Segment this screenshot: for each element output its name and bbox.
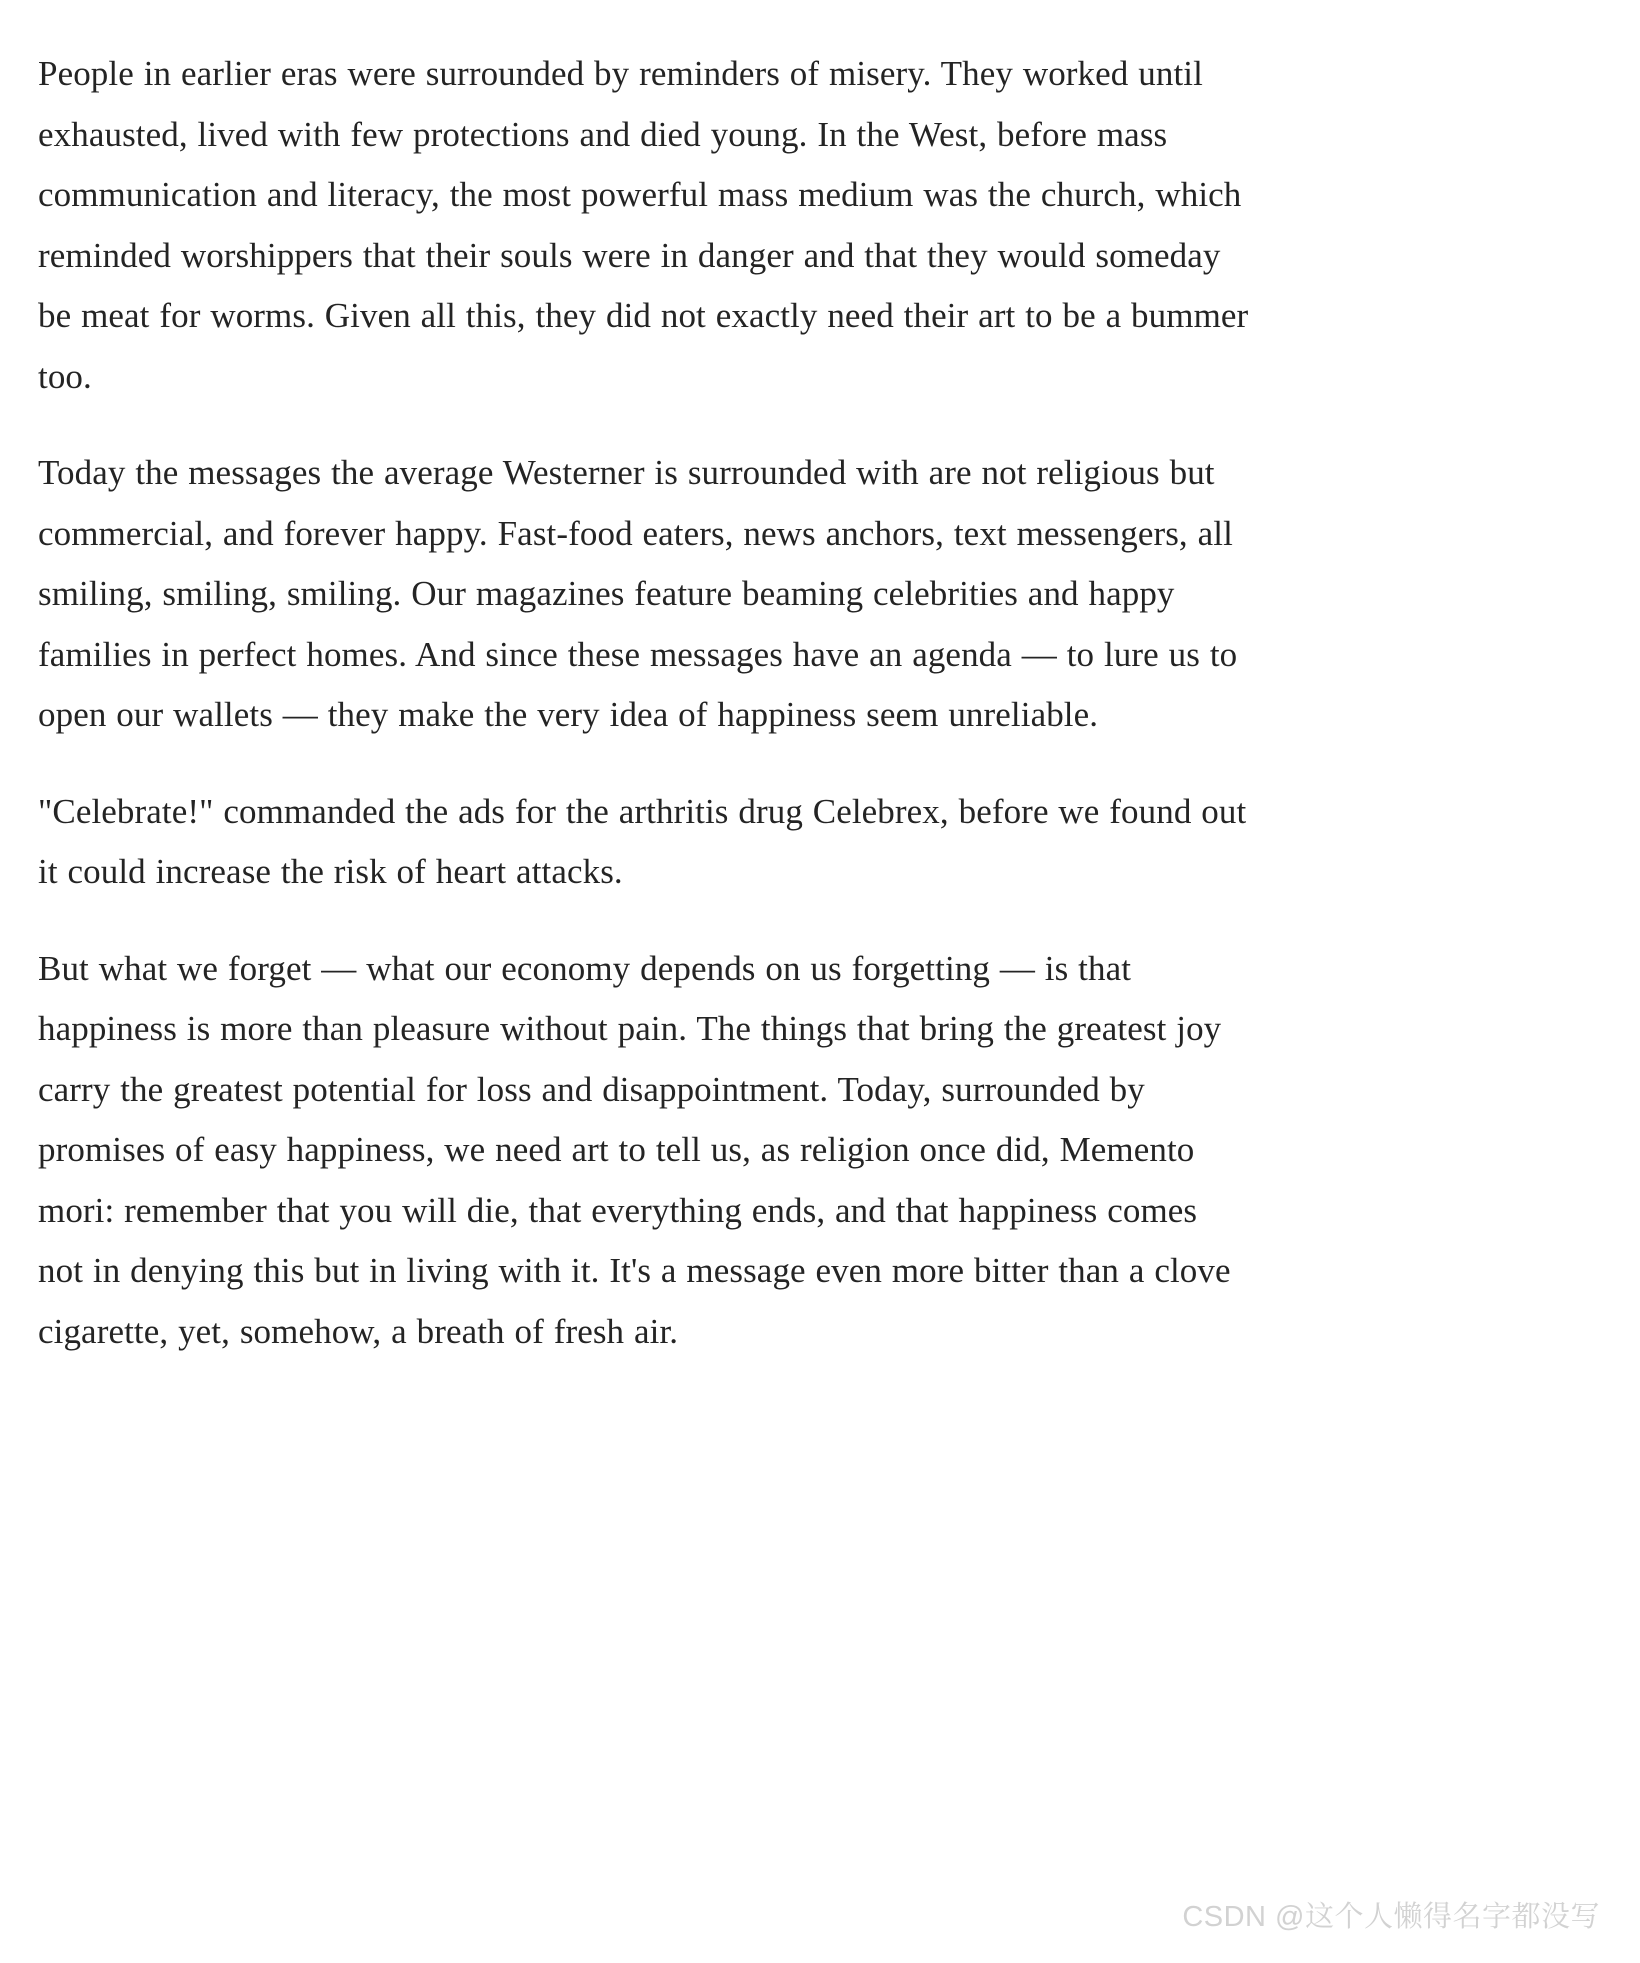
paragraph: "Celebrate!" commanded the ads for the arthritis drug Celebrex, before we found out it could increase the risk of heart attacks. <box>38 791 1247 891</box>
paragraph: Today the messages the average Westerner is surrounded with are not religious but commercial, and forever happy. Fast-food eaters, news anchors, text messengers, all smiling, smiling, smiling. Our magazines feature beaming celebrities and happy families in perfect homes. And since these messages have an agenda — to lure us to open our wallets — they make the very idea of happiness seem unreliable. <box>38 453 1238 734</box>
paragraph: But what we forget — what our economy depends on us forgetting — is that happiness is more than pleasure without pain. The things that bring the greatest joy carry the greatest potential for loss and disappointment. Today, surrounded by promises of easy happiness, we need art to tell us, as religion once did, Memento mori: remember that you will die, that everything ends, and that happiness comes not in denying this but in living with it. It's a message even more bitter than a clove cigarette, yet, somehow, a breath of fresh air. <box>38 948 1231 1351</box>
paragraph: People in earlier eras were surrounded by reminders of misery. They worked until exhausted, lived with few protections and died young. In the West, before mass communication and literacy, the most powerful mass medium was the church, which reminded worshippers that their souls were in danger and that they would someday be meat for worms. Given all this, they did not exactly need their art to be a bummer too. <box>38 54 1249 396</box>
watermark: CSDN @这个人懒得名字都没写 <box>1182 1901 1600 1933</box>
